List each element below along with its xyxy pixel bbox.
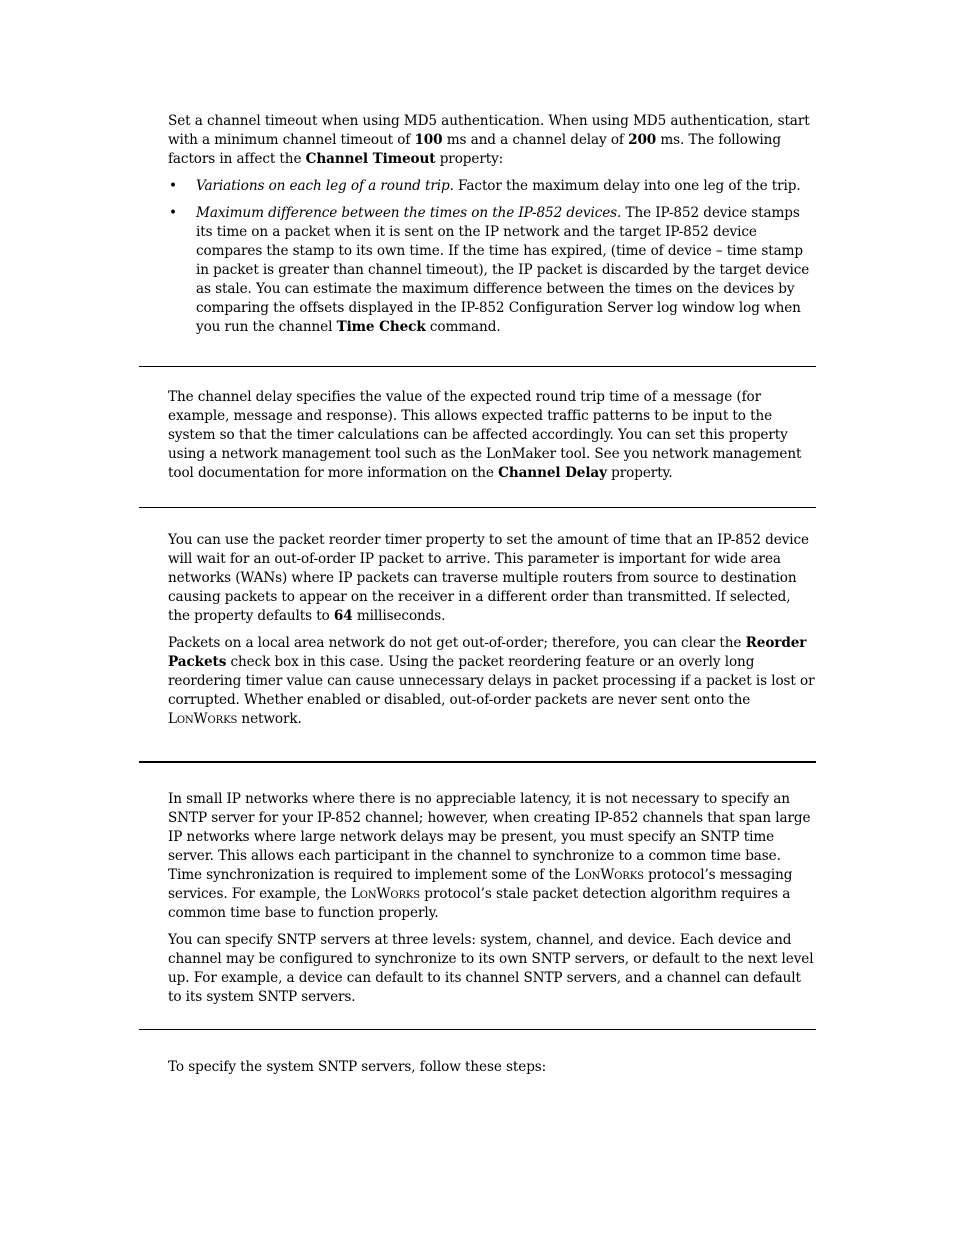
reorder-default-value: 64: [333, 608, 353, 624]
section-divider: [139, 1029, 816, 1030]
md5-intro-paragraph: Set a channel timeout when using MD5 authentication. When using MD5 authentication, start with a minimum channel timeout of 100 ms and a channel delay of 200 ms. The following factors in affect the Channel Timeout property:: [168, 113, 810, 167]
channel-delay-property: Channel Delay: [498, 465, 607, 481]
timeout-factors-list: [168, 177, 816, 337]
list-item: • Maximum difference between the times on the IP-852 devices. The IP-852 device stamps its time on a packet when it is sent on the IP network and the target IP-852 device compares the stamp to its own time. If the time has expired, (time of device – time stamp in packet is greater than channel timeout), the IP packet is discarded by the target device as stale. You can estimate the maximum difference between the times on the devices by comparing the offsets displayed in the IP-852 Configuration Server log window log when you run the channel Time Check command.: [168, 204, 816, 337]
page-body: [168, 112, 816, 1077]
time-check-command: Time Check: [336, 319, 426, 335]
delay-value: 200: [628, 132, 657, 148]
section-divider: [139, 366, 816, 367]
section-divider: [139, 507, 816, 508]
channel-timeout-property: Channel Timeout: [305, 151, 436, 167]
sntp-paragraph-1: In small IP networks where there is no appreciable latency, it is not necessary to specify an SNTP server for your IP-852 channel; however, when creating IP-852 channels that span large IP networks where large network delays may be present, you must specify an SNTP time server. This allows each participant in the channel to synchronize to a common time base. Time synchronization is required to implement some of the LonWorks protocol’s messaging services. For example, the LonWorks protocol’s stale packet detection algorithm requires a common time base to function properly.: [168, 791, 811, 921]
list-item: • Variations on each leg of a round trip. Factor the maximum delay into one leg of the trip.: [168, 177, 816, 196]
reorder-paragraph-1: You can use the packet reorder timer property to set the amount of time that an IP-852 device will wait for an out-of-order IP packet to arrive. This parameter is important for wide area networks (WANs) where IP packets can traverse multiple routers from source to destination causing packets to appear on the receiver in a different order than transmitted. If selected, the property defaults to 64 milliseconds.: [168, 532, 809, 624]
section-divider: [139, 761, 816, 763]
steps-intro-paragraph: To specify the system SNTP servers, follow these steps:: [168, 1059, 547, 1075]
timeout-value: 100: [414, 132, 443, 148]
channel-delay-paragraph: The channel delay specifies the value of the expected round trip time of a message (for example, message and response). This allows expected traffic patterns to be input to the system so that the timer calculations can be affected accordingly. You can set this property using a network management tool such as the LonMaker tool. See you network management tool documentation for more information on the Channel Delay property.: [168, 389, 802, 481]
reorder-paragraph-2: Packets on a local area network do not get out-of-order; therefore, you can clear the Reorder Packets check box in this case. Using the packet reordering feature or an overly long reordering timer value can cause unnecessary delays in packet processing if a packet is lost or corrupted. Whether enabled or disabled, out-of-order packets are never sent onto the LonWorks network.: [168, 635, 815, 727]
reorder-packets-checkbox-label: Reorder Packets: [168, 635, 807, 670]
sntp-paragraph-2: You can specify SNTP servers at three levels: system, channel, and device. Each device and channel may be configured to synchronize to its own SNTP servers, or default to the next level up. For example, a device can default to its channel SNTP servers, and a channel can default to its system SNTP servers.: [168, 932, 814, 1005]
